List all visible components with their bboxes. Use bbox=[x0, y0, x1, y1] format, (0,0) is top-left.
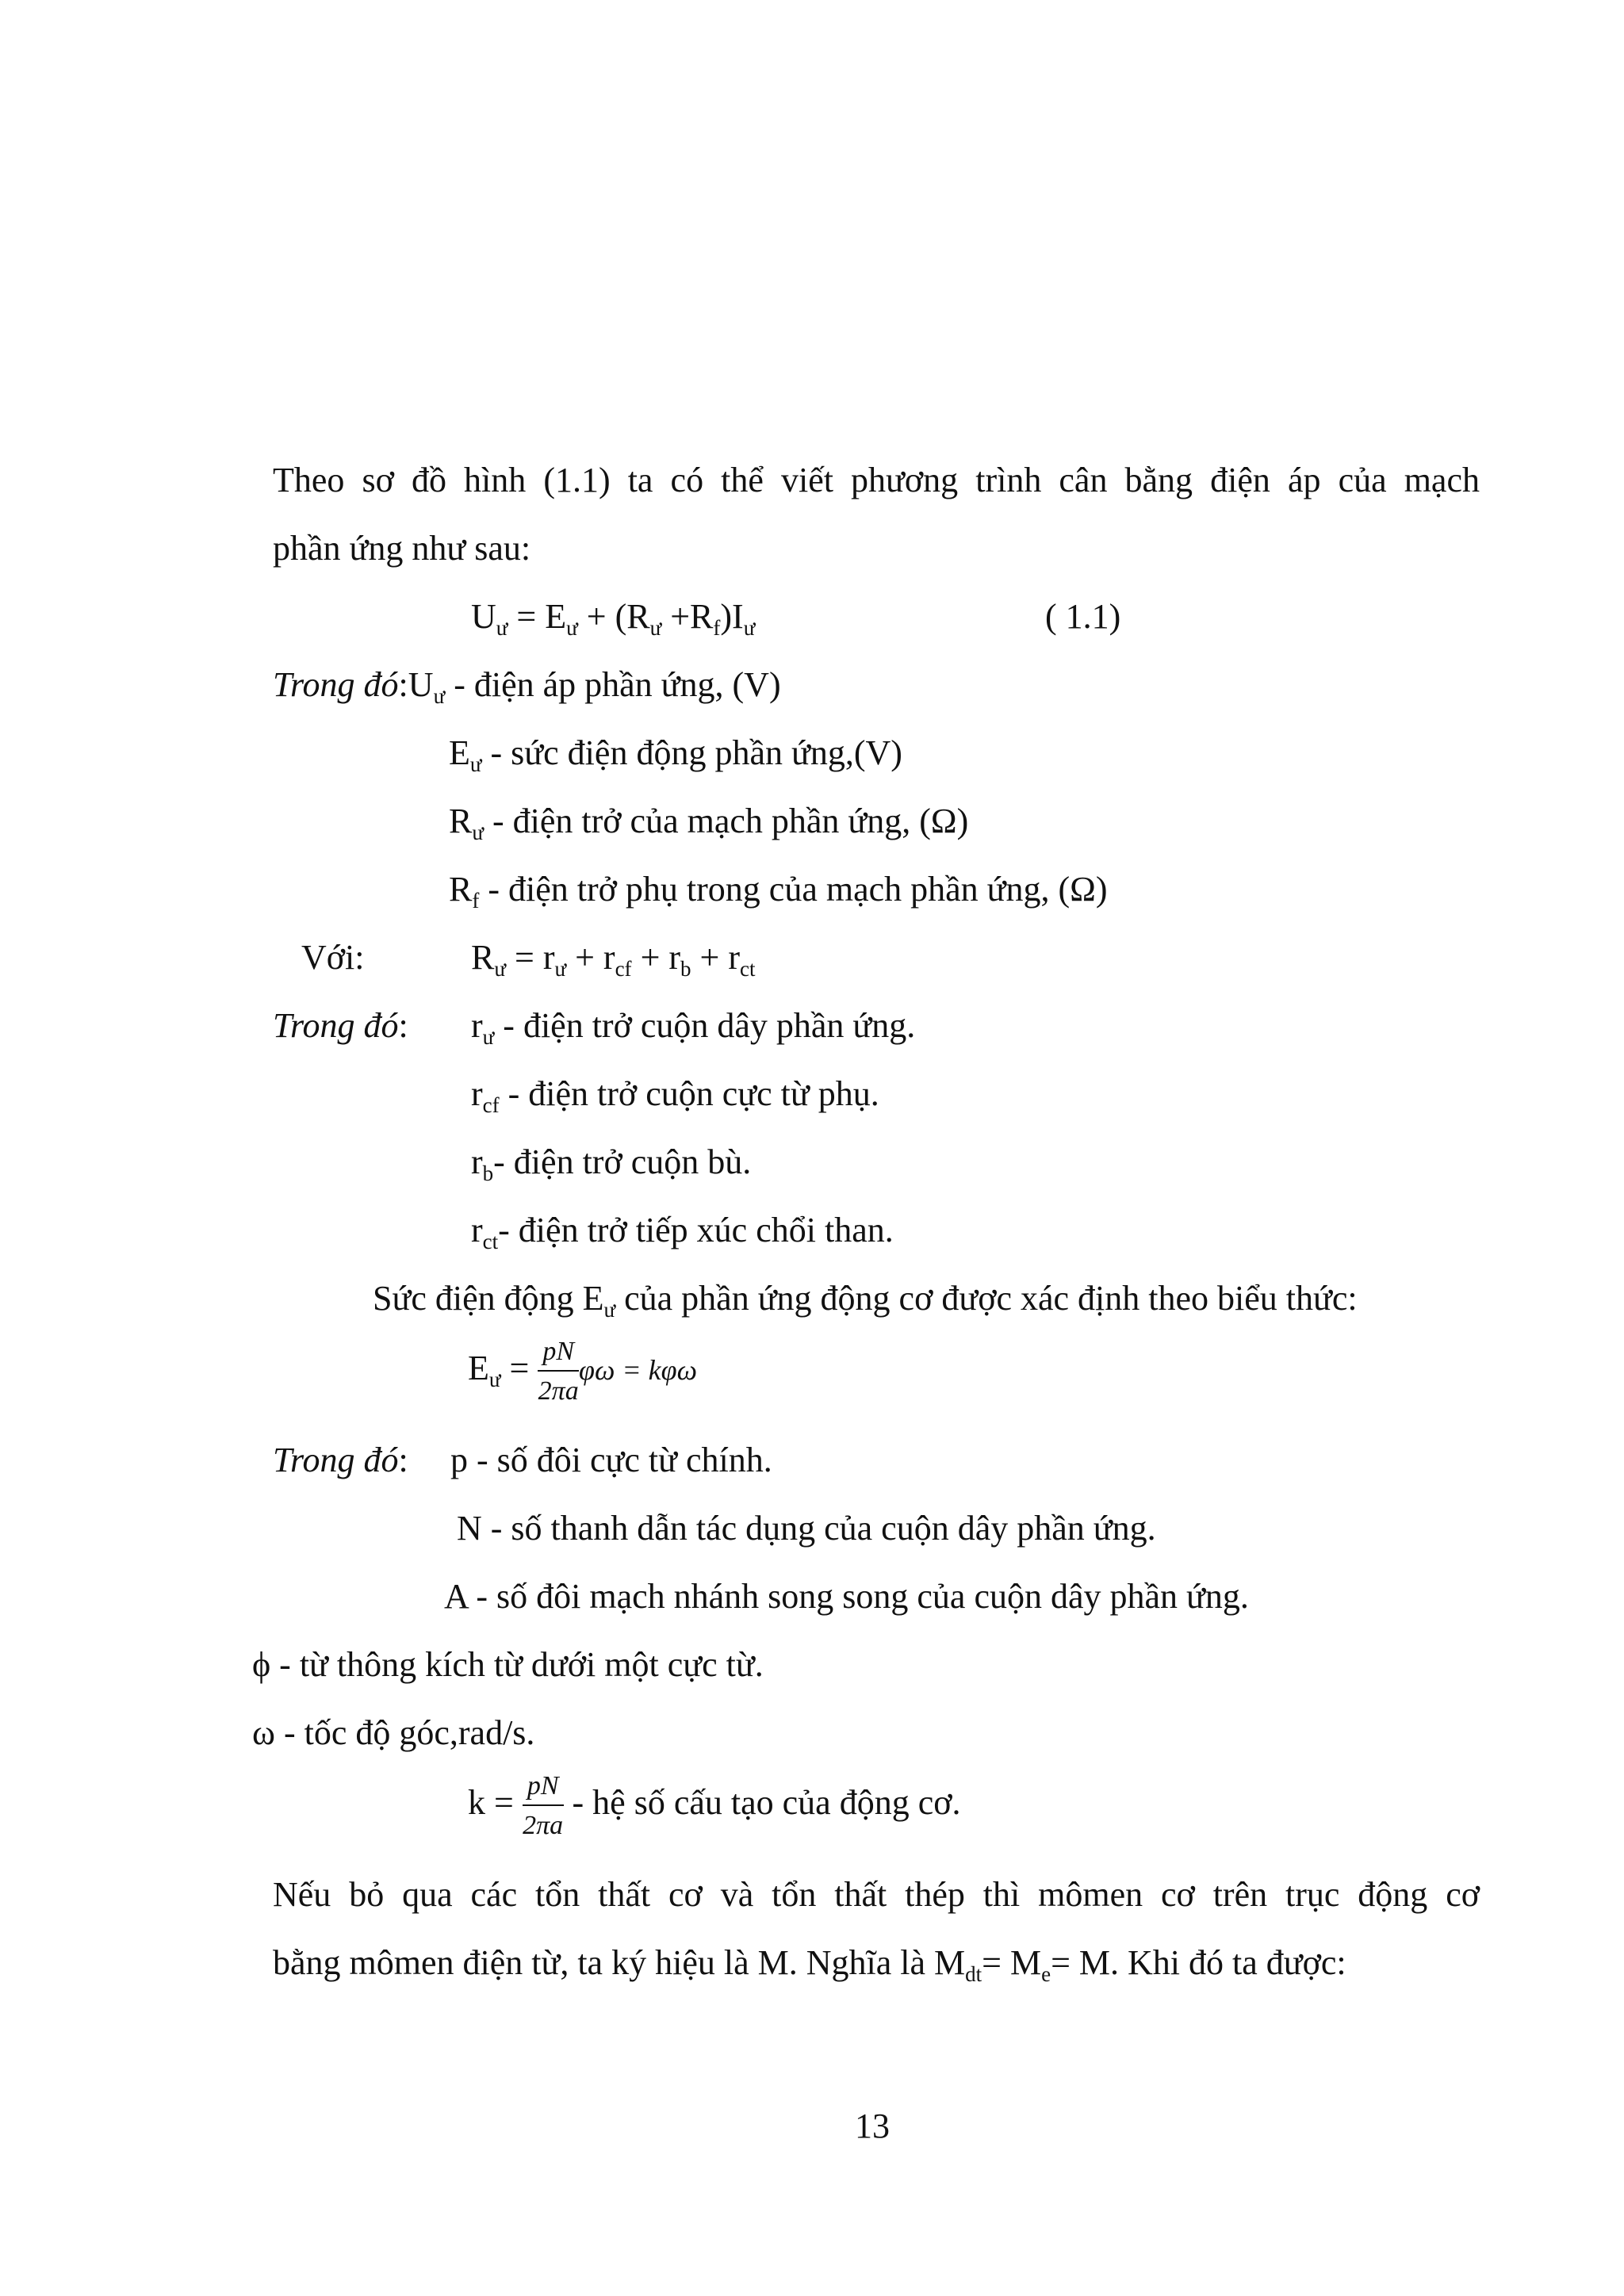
emf-sentence: Sức điện động $E_ư$ của phần ứng động cơ được xác định theo biểu thức: bbox=[373, 1279, 1358, 1322]
where-item: N - số thanh dẫn tác dụng của cuộn dây phần ứng. bbox=[457, 1509, 1156, 1548]
where-item: ω - tốc độ góc,rad/s. bbox=[252, 1713, 535, 1752]
k-equation: k = $\frac{pN}{2\pi a}$ - hệ số cấu tạo của động cơ. bbox=[468, 1771, 961, 1840]
where-item: $r_{ct}-$ điện trở tiếp xúc chổi than. bbox=[471, 1211, 894, 1253]
where-item: $r_b-$ điện trở cuộn bù. bbox=[471, 1142, 752, 1185]
where-label-line: Trong đó: bbox=[273, 1441, 408, 1479]
where-item: $r_{cf}$ - điện trở cuộn cực từ phụ. bbox=[471, 1074, 879, 1117]
with-label: Với: bbox=[301, 938, 365, 977]
resistance-sum-equation: $R_ư = r_ư + r_{cf} + r_b + r_{ct}$ bbox=[471, 938, 756, 981]
where-item: ϕ - từ thông kích từ dưới một cực từ. bbox=[252, 1645, 764, 1684]
where-item: $R_f$ - điện trở phụ trong của mạch phần ứng, (Ω) bbox=[449, 870, 1108, 913]
emf-equation: $E_ư$ = $\frac{pN}{2\pi a}$ φω = kφω bbox=[468, 1337, 697, 1406]
where-label: Trong đó bbox=[273, 665, 399, 704]
where-item: $r_ư$ - điện trở cuộn dây phần ứng. bbox=[471, 1006, 916, 1049]
paragraph-line: Theo sơ đồ hình (1.1) ta có thể viết phương trình cân bằng điện áp của mạch bbox=[273, 461, 1480, 499]
where-label-line: Trong đó: bbox=[273, 1006, 408, 1045]
where-item: A - số đôi mạch nhánh song song của cuộn dây phần ứng. bbox=[444, 1577, 1249, 1616]
fraction-pn-2pia: $\frac{pN}{2\pi a}$ bbox=[538, 1337, 579, 1406]
where-label: Trong đó bbox=[273, 1441, 399, 1479]
paragraph-line: phần ứng như sau: bbox=[273, 529, 531, 568]
where-item: $R_ư$ - điện trở của mạch phần ứng, (Ω) bbox=[449, 802, 969, 844]
equation-1-1: $U_ư = E_ư + (R_ư +R_f)I_ư$ bbox=[471, 597, 756, 640]
paragraph-line: bằng mômen điện từ, ta ký hiệu là M. Nghĩa là $M_{dt}= M_e= M$. Khi đó ta được: bbox=[273, 1943, 1346, 1986]
page-number: 13 bbox=[855, 2107, 890, 2145]
equation-number: ( 1.1) bbox=[1045, 597, 1121, 636]
where-item: $E_ư$ - sức điện động phần ứng,(V) bbox=[449, 733, 902, 776]
where-line: Trong $đó:U_ư$ - điện áp phần ứng, (V) bbox=[273, 665, 781, 708]
where-label: Trong đó bbox=[273, 1006, 399, 1045]
paragraph-line: Nếu bỏ qua các tổn thất cơ và tổn thất thép thì mômen cơ trên trục động cơ bbox=[273, 1875, 1480, 1914]
fraction-pn-2pia: $\frac{pN}{2\pi a}$ bbox=[523, 1771, 564, 1840]
where-item: p - số đôi cực từ chính. bbox=[450, 1441, 772, 1479]
